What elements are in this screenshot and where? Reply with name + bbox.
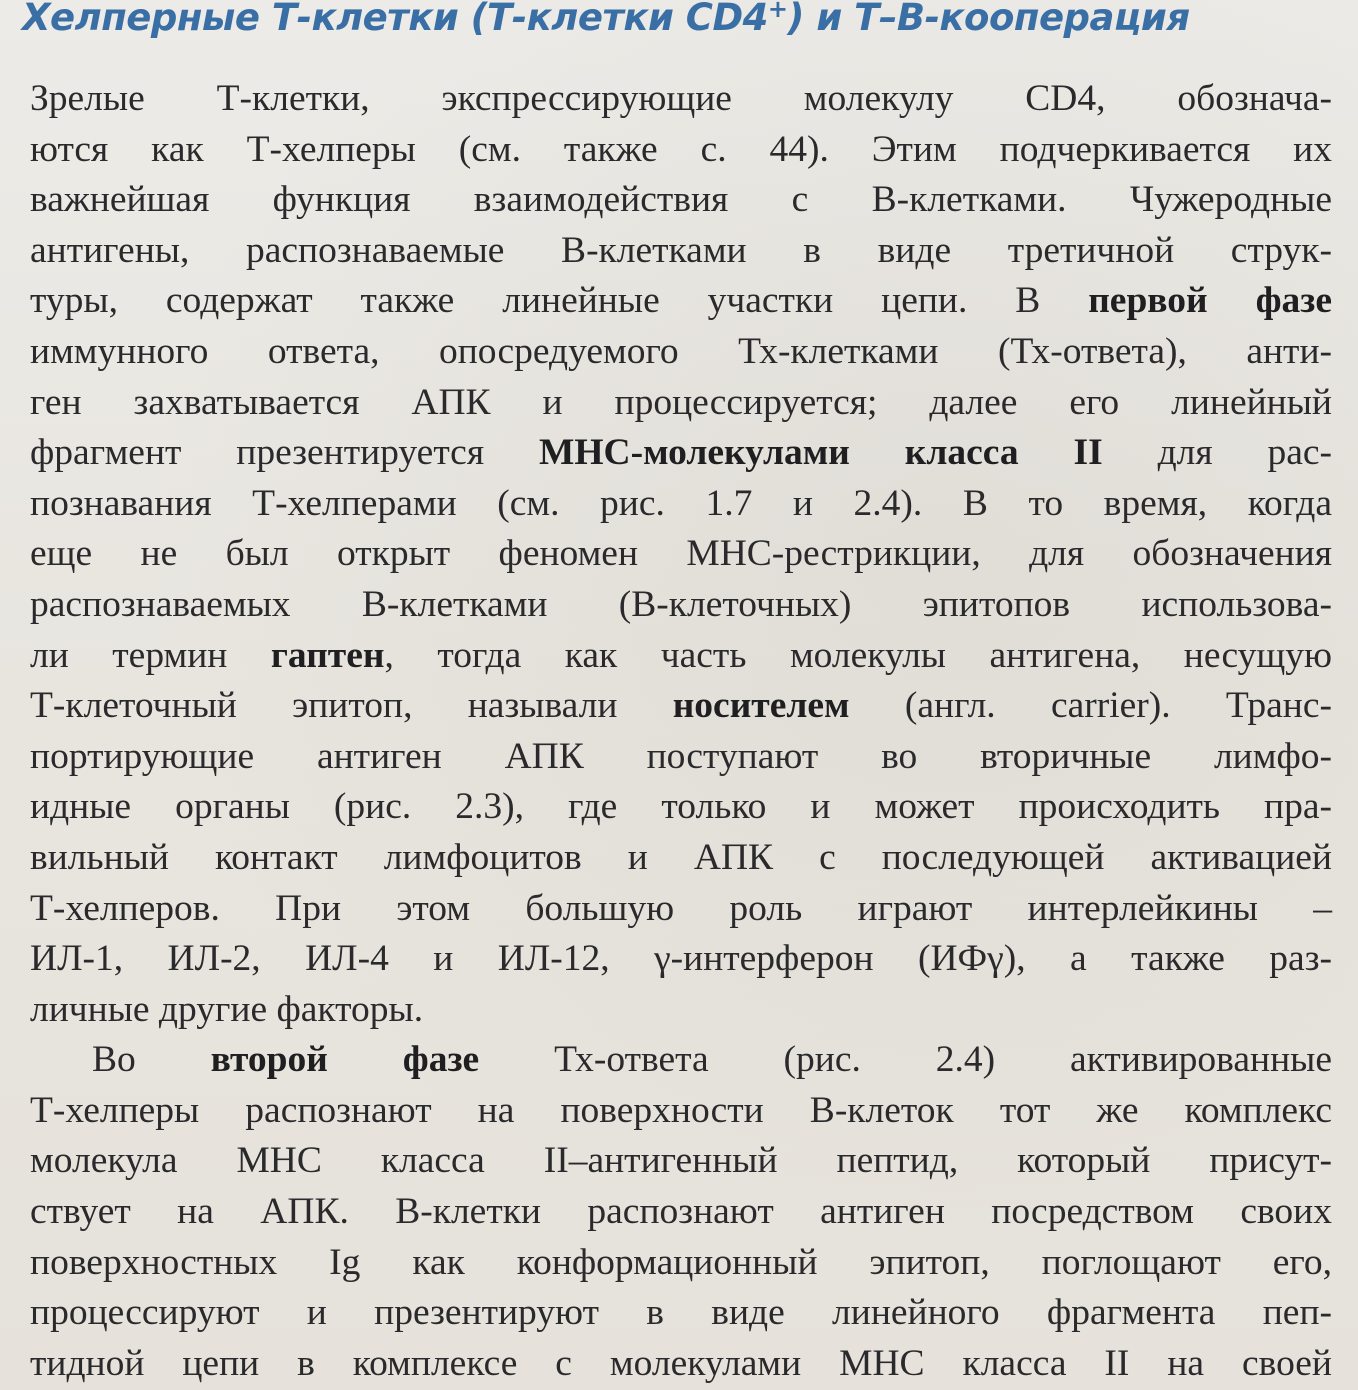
section-title-superscript: +	[767, 0, 788, 23]
bold-term-carrier: носителем	[672, 685, 850, 727]
text-line: идные органы (рис. 2.3), где только и может происходить пра-	[30, 786, 1332, 828]
text-line	[30, 428, 1332, 479]
text-fragment: фрагмент презентируется	[30, 432, 539, 474]
text-line: познавания Т-хелперами (см. рис. 1.7 и 2.4). В то время, когда	[30, 482, 1332, 524]
text-line: распознаваемых В-клетками (В-клеточных) эпитопов использова-	[30, 583, 1332, 625]
text-line	[30, 631, 1332, 682]
section-title-tail: ) и Т–В-кооперация	[787, 0, 1190, 39]
text-line: антигены, распознаваемые В-клетками в виде третичной струк-	[30, 229, 1332, 271]
text-line: ются как Т-хелперы (см. также с. 44). Этим подчеркивается их	[30, 128, 1332, 170]
text-line: вильный контакт лимфоцитов и АПК с последующей активацией	[30, 836, 1332, 878]
text-line: ген захватывается АПК и процессируется; далее его линейный	[30, 381, 1332, 423]
text-line: портирующие антиген АПК поступают во вторичные лимфо-	[30, 735, 1332, 777]
body-text	[30, 74, 1332, 1389]
text-line: поверхностных Ig как конформационный эпитоп, поглощают его,	[30, 1241, 1332, 1283]
paragraph-2	[30, 1035, 1332, 1389]
text-fragment: Т-клеточный эпитоп, называли	[30, 685, 673, 727]
section-title-main: Хелперные Т-клетки (Т-клетки CD4	[22, 0, 768, 39]
paragraph-1	[30, 74, 1332, 1035]
bold-term-mhc-class-ii: МНС-молекулами класса II	[538, 432, 1103, 474]
text-line: иммунного ответа, опосредуемого Тх-клетками (Тх-ответа), анти-	[30, 330, 1332, 372]
text-fragment: Тх-ответа (рис. 2.4) активированные	[479, 1039, 1332, 1081]
text-line: Т-хелперы распознают на поверхности В-клеток тот же комплекс	[30, 1089, 1332, 1131]
section-title	[22, 0, 1190, 42]
text-line: молекула МНС класса II–антигенный пептид, который присут-	[30, 1140, 1332, 1182]
text-fragment: для рас-	[1102, 432, 1332, 474]
bold-term-second-phase: второй фазе	[210, 1039, 480, 1081]
text-line: Т-хелперов. При этом большую роль играют интерлейкины –	[30, 887, 1332, 929]
text-line	[30, 1035, 1332, 1086]
text-line: важнейшая функция взаимодействия с В-клетками. Чужеродные	[30, 179, 1332, 221]
bold-term-hapten: гаптен	[270, 634, 385, 676]
text-fragment: , тогда как часть молекулы антигена, несущую	[384, 634, 1332, 676]
text-line: ИЛ-1, ИЛ-2, ИЛ-4 и ИЛ-12, γ-интерферон (ИФγ), а также раз-	[30, 938, 1332, 980]
text-fragment: ли термин	[30, 634, 271, 676]
text-fragment: Во	[92, 1039, 211, 1081]
bold-term-first-phase: первой фазе	[1088, 280, 1332, 322]
text-fragment: туры, содержат также линейные участки цепи. В	[30, 280, 1089, 322]
text-line	[30, 276, 1332, 327]
text-line: еще не был открыт феномен МНС-рестрикции, для обозначения	[30, 533, 1332, 575]
text-line	[30, 681, 1332, 732]
text-line: Зрелые Т-клетки, экспрессирующие молекулу CD4, обознача-	[30, 78, 1332, 119]
text-line: личные другие факторы.	[30, 988, 424, 1030]
text-line: процессируют и презентируют в виде линейного фрагмента пеп-	[30, 1292, 1332, 1334]
text-fragment: (англ. carrier). Транс-	[849, 685, 1332, 727]
text-line: ствует на АПК. В-клетки распознают антиген посредством своих	[30, 1191, 1332, 1233]
text-line: тидной цепи в комплексе с молекулами МНС класса II на своей	[30, 1342, 1332, 1384]
